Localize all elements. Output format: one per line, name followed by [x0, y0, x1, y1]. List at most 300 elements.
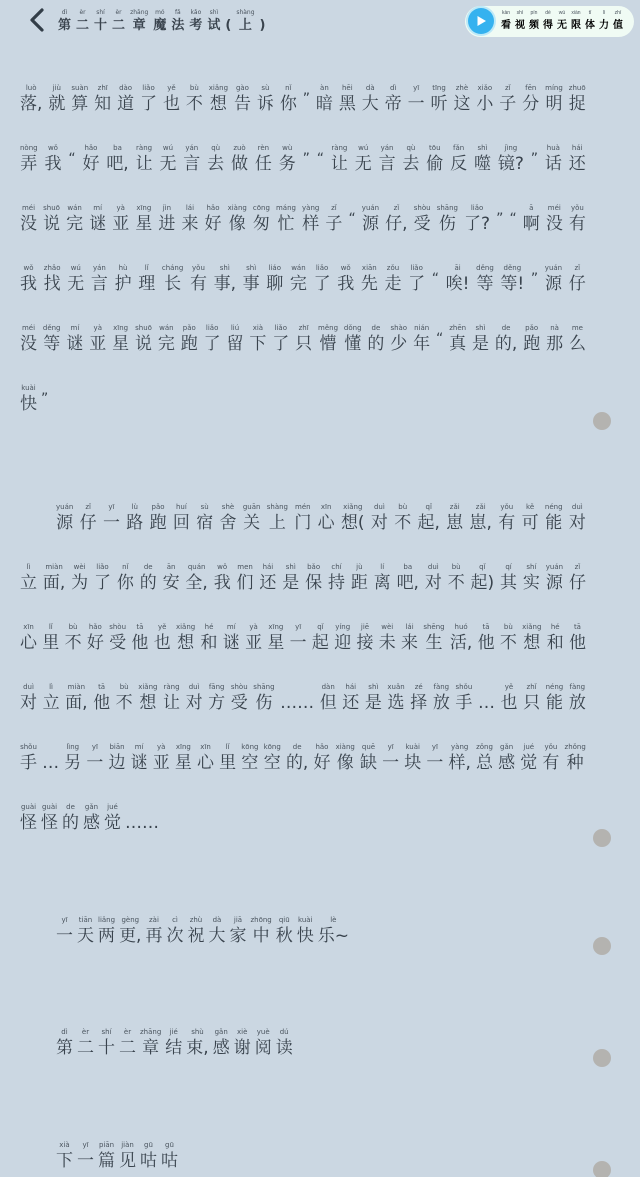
char-cell — [231, 683, 248, 714]
pinyin-annotation: jiā — [233, 916, 243, 924]
pinyin-annotation: qiū — [278, 916, 290, 924]
pinyin-annotation: bǎo — [307, 563, 321, 571]
char-cell — [20, 623, 37, 654]
char-cell — [140, 563, 157, 594]
char-cell — [42, 743, 59, 774]
hanzi-character: 二 — [77, 1038, 94, 1058]
hanzi-character: 秋 — [275, 926, 293, 946]
char-cell — [187, 916, 204, 947]
char-cell — [423, 623, 444, 654]
pinyin-annotation: dé — [545, 10, 551, 16]
char-cell — [77, 1028, 94, 1059]
hanzi-character: 了? — [464, 214, 491, 234]
hanzi-character: 一 — [102, 513, 120, 533]
hanzi-character: 怪 — [20, 813, 37, 833]
hanzi-character: 空 — [241, 753, 259, 773]
char-cell — [569, 683, 586, 714]
char-cell — [371, 503, 388, 534]
char-cell — [65, 623, 82, 654]
pinyin-annotation: kě — [526, 503, 535, 511]
hanzi-character: 谜 — [130, 753, 148, 773]
hanzi-character: 等 — [476, 274, 494, 294]
hanzi-character: 我 — [337, 274, 355, 294]
hanzi-character: 崽 — [446, 513, 464, 533]
pinyin-annotation: shòu — [413, 204, 431, 212]
char-cell — [599, 10, 609, 32]
hanzi-character: 受 — [413, 214, 431, 234]
pinyin-annotation: lì — [49, 683, 53, 691]
pinyin-annotation: bù — [189, 84, 199, 92]
char-cell — [394, 503, 411, 534]
char-cell — [208, 916, 225, 947]
char-cell — [20, 204, 37, 235]
pinyin-annotation: wú — [162, 144, 174, 152]
hanzi-character: 篇 — [98, 1151, 115, 1171]
pinyin-annotation: jué — [107, 803, 118, 811]
hanzi-character: 让 — [163, 693, 181, 713]
pinyin-annotation: tā — [573, 623, 581, 631]
char-cell — [241, 743, 258, 774]
char-cell — [531, 264, 538, 295]
char-cell — [20, 803, 37, 834]
hanzi-character: 源 — [545, 573, 563, 593]
pinyin-annotation: cōng — [252, 204, 270, 212]
char-cell — [546, 324, 563, 355]
char-cell — [585, 10, 595, 32]
hanzi-character: 言 — [378, 154, 396, 174]
hanzi-character: 仔 — [568, 274, 586, 294]
hanzi-character: 不 — [64, 633, 82, 653]
char-cell — [20, 324, 37, 355]
hanzi-character: 分 — [522, 94, 540, 114]
pinyin-annotation: tā — [98, 683, 106, 691]
char-cell — [62, 803, 79, 834]
char-cell — [276, 916, 293, 947]
hanzi-character: 天 — [77, 926, 94, 946]
pinyin-annotation: yě — [157, 623, 167, 631]
char-cell — [243, 503, 261, 534]
hanzi-character: 像 — [228, 214, 246, 234]
pinyin-annotation: de — [371, 324, 381, 332]
char-cell — [360, 743, 377, 774]
hanzi-character: 找 — [43, 274, 61, 294]
char-cell — [313, 743, 330, 774]
hanzi-character: 务 — [278, 154, 296, 174]
char-cell — [547, 623, 564, 654]
char-cell — [501, 683, 518, 714]
pinyin-annotation: xiān — [361, 264, 377, 272]
pinyin-annotation: yī — [82, 1141, 89, 1149]
char-cell — [71, 84, 88, 115]
pinyin-annotation: zhēn — [449, 324, 467, 332]
char-cell — [249, 324, 266, 355]
hanzi-character: 了 — [272, 334, 290, 354]
char-cell — [569, 563, 586, 594]
pinyin-annotation: wán — [291, 264, 306, 272]
pinyin-annotation: yuán — [544, 264, 563, 272]
pinyin-annotation: shì — [209, 8, 219, 16]
pinyin-annotation: zhǒng — [564, 743, 586, 751]
pinyin-annotation: wǒ — [23, 264, 34, 272]
pinyin-annotation: zhù — [189, 916, 203, 924]
char-cell — [183, 144, 200, 175]
char-cell — [290, 623, 307, 654]
hanzi-character: 其 — [500, 573, 518, 593]
pinyin-annotation: bù — [119, 683, 129, 691]
hanzi-character: ) — [259, 17, 266, 33]
pinyin-annotation: xiǎng — [208, 84, 229, 92]
hanzi-character: 对 — [370, 513, 388, 533]
pinyin-annotation: shāng — [253, 683, 275, 691]
pinyin-annotation: xiǎng — [343, 503, 363, 511]
hanzi-character: 受 — [109, 633, 127, 653]
hanzi-character: 起 — [311, 633, 329, 653]
pinyin-annotation: bù — [398, 503, 408, 511]
pinyin-annotation: zhī — [298, 324, 309, 332]
hanzi-character: 了 — [408, 274, 426, 294]
back-button[interactable] — [24, 7, 50, 35]
char-cell — [318, 503, 335, 534]
hanzi-character: 感 — [498, 753, 516, 773]
pinyin-annotation: dà — [365, 84, 375, 92]
hanzi-character: 了 — [93, 573, 111, 593]
hanzi-character: 阅 — [254, 1038, 272, 1058]
hanzi-character: 也 — [153, 633, 171, 653]
hanzi-character: 择 — [410, 693, 428, 713]
pinyin-annotation: lǐ — [144, 264, 149, 272]
char-cell — [426, 743, 443, 774]
char-cell — [344, 324, 362, 355]
pinyin-annotation: shì — [477, 144, 488, 152]
hanzi-character: 无 — [557, 20, 567, 31]
pinyin-annotation: shēng — [423, 623, 445, 631]
char-cell — [140, 1141, 157, 1172]
char-cell — [546, 563, 563, 594]
hanzi-character: “ — [436, 331, 444, 347]
pinyin-annotation: zhí — [614, 10, 622, 16]
pinyin-annotation: máng — [275, 204, 296, 212]
pinyin-annotation: shì — [285, 563, 296, 571]
hanzi-character: 是 — [364, 693, 382, 713]
paragraph — [20, 916, 586, 976]
char-cell — [205, 204, 222, 235]
pinyin-annotation: shì — [475, 324, 486, 332]
char-cell — [94, 84, 111, 115]
pinyin-annotation: shāng — [436, 204, 458, 212]
char-cell — [546, 683, 564, 714]
hanzi-character: …… — [280, 693, 315, 713]
hanzi-character: 弄 — [20, 154, 38, 174]
char-cell — [318, 916, 349, 947]
pinyin-annotation: wú — [358, 144, 369, 152]
char-cell — [318, 324, 338, 355]
hanzi-character: 和 — [200, 633, 218, 653]
pinyin-annotation: yàng — [302, 204, 320, 212]
hanzi-character: … — [477, 693, 495, 713]
pinyin-annotation: tōu — [429, 144, 441, 152]
char-cell — [131, 623, 148, 654]
pinyin-annotation: nà — [550, 324, 559, 332]
paragraph — [20, 1141, 586, 1177]
pinyin-annotation: pín — [530, 10, 538, 16]
char-cell — [613, 10, 623, 32]
hanzi-character: 不 — [115, 693, 133, 713]
pinyin-annotation: fāng — [208, 683, 225, 691]
char-cell — [337, 264, 354, 295]
pinyin-annotation: yán — [92, 264, 106, 272]
hanzi-character: 星 — [112, 334, 130, 354]
char-cell — [20, 264, 37, 295]
pinyin-annotation: zǐ — [393, 204, 400, 212]
char-cell — [234, 84, 251, 115]
pinyin-annotation: mén — [295, 503, 311, 511]
pinyin-annotation: xiàng — [227, 204, 247, 212]
pinyin-annotation: hǎo — [84, 144, 98, 152]
hanzi-character: 完 — [289, 274, 307, 294]
pinyin-annotation: dàn — [321, 683, 335, 691]
char-cell — [166, 916, 183, 947]
hanzi-character: 两 — [98, 926, 116, 946]
char-cell — [214, 264, 236, 295]
watch-video-reward-button[interactable] — [465, 6, 634, 37]
hanzi-character: 他 — [93, 693, 111, 713]
char-cell — [365, 683, 382, 714]
char-cell — [163, 563, 180, 594]
char-cell — [410, 683, 427, 714]
char-cell — [130, 9, 148, 34]
char-cell — [116, 683, 133, 714]
char-cell — [276, 1028, 293, 1059]
char-cell — [104, 803, 121, 834]
pinyin-annotation: dì — [389, 84, 397, 92]
hanzi-character: 没 — [545, 214, 563, 234]
pinyin-annotation: yī — [108, 503, 115, 511]
hanzi-character: 有 — [189, 274, 207, 294]
char-cell — [569, 84, 586, 115]
char-cell — [362, 84, 379, 115]
hanzi-character: 放 — [568, 693, 586, 713]
hanzi-character: 没 — [20, 214, 37, 234]
char-cell — [449, 324, 466, 355]
hanzi-character: 魔 — [153, 17, 167, 33]
hanzi-character: 小 — [476, 94, 494, 114]
char-cell — [387, 683, 404, 714]
hanzi-character: 伤 — [255, 693, 273, 713]
hanzi-character: 样 — [302, 214, 320, 234]
hanzi-character: 方 — [208, 693, 226, 713]
pinyin-annotation: miàn — [67, 683, 86, 691]
hanzi-character: 更, — [119, 926, 142, 946]
char-cell — [153, 9, 166, 34]
char-cell — [397, 563, 419, 594]
hanzi-character: 亚 — [89, 334, 107, 354]
hanzi-character: 黑 — [338, 94, 356, 114]
pinyin-annotation: fǎn — [453, 144, 465, 152]
hanzi-character: 子 — [499, 94, 517, 114]
pinyin-annotation: qí — [505, 563, 512, 571]
char-cell — [119, 1028, 136, 1059]
hanzi-character: 祝 — [187, 926, 205, 946]
char-cell — [455, 683, 472, 714]
hanzi-character: 一 — [407, 94, 425, 114]
hanzi-character: 懵 — [319, 334, 337, 354]
hanzi-character: 觉 — [520, 753, 538, 773]
hanzi-character: 安 — [162, 573, 180, 593]
char-cell — [342, 683, 359, 714]
hanzi-character: 距 — [350, 573, 368, 593]
hanzi-character: 活, — [449, 633, 473, 653]
pinyin-annotation: kuài — [405, 743, 420, 751]
char-cell — [131, 743, 148, 774]
char-cell — [569, 204, 586, 235]
char-cell — [44, 264, 61, 295]
hanzi-character: 章 — [142, 1038, 160, 1058]
pinyin-annotation: měng — [318, 324, 339, 332]
hanzi-character: 十 — [94, 17, 108, 33]
hanzi-character: ” — [530, 151, 539, 167]
hanzi-character: 得 — [543, 20, 553, 31]
char-cell — [351, 563, 368, 594]
char-cell — [150, 503, 167, 534]
pinyin-annotation: xīn — [200, 743, 211, 751]
reading-area[interactable] — [20, 84, 586, 1177]
hanzi-character: 见 — [119, 1151, 136, 1171]
char-cell — [500, 563, 517, 594]
pinyin-annotation: yī — [387, 743, 394, 751]
pinyin-annotation: mí — [134, 743, 144, 751]
hanzi-character: 持 — [327, 573, 345, 593]
hanzi-character: 还 — [342, 693, 360, 713]
hanzi-character: 心 — [20, 633, 37, 653]
hanzi-character: 空 — [263, 753, 281, 773]
hanzi-character: 立 — [20, 573, 37, 593]
hanzi-character: 读 — [275, 1038, 293, 1058]
char-cell — [522, 503, 539, 534]
char-cell — [190, 264, 207, 295]
hanzi-character: 视 — [515, 20, 525, 31]
char-cell — [231, 144, 248, 175]
char-cell — [523, 683, 540, 714]
hanzi-character: 结 — [165, 1038, 183, 1058]
pinyin-annotation: xīn — [23, 623, 34, 631]
char-cell — [158, 324, 175, 355]
pinyin-annotation: zài — [149, 916, 159, 924]
char-cell — [201, 623, 218, 654]
char-cell — [331, 144, 348, 175]
pinyin-annotation: àn — [320, 84, 329, 92]
hanzi-character: 咕 — [140, 1151, 157, 1171]
char-cell — [83, 803, 100, 834]
char-cell — [320, 683, 337, 714]
char-cell — [515, 10, 525, 32]
hanzi-character: 们 — [236, 573, 254, 593]
margin-dot — [593, 1049, 611, 1067]
hanzi-character: 块 — [404, 753, 422, 773]
pinyin-annotation: duì — [23, 683, 34, 691]
pinyin-annotation: xiǎng — [175, 623, 196, 631]
pinyin-annotation: xuǎn — [387, 683, 405, 691]
char-cell — [453, 84, 470, 115]
hanzi-character: 他 — [568, 633, 586, 653]
hanzi-character: 走 — [384, 274, 402, 294]
hanzi-character: 任 — [254, 154, 272, 174]
pinyin-annotation: néng — [545, 683, 564, 691]
char-cell — [219, 743, 236, 774]
char-cell — [545, 144, 562, 175]
hanzi-character: 忙 — [277, 214, 295, 234]
char-cell — [523, 563, 540, 594]
char-cell — [112, 9, 125, 34]
pinyin-annotation: wú — [70, 264, 81, 272]
pinyin-annotation: liǎo — [96, 563, 109, 571]
char-cell — [557, 10, 567, 32]
hanzi-character: 年 — [413, 334, 431, 354]
hanzi-character: 来 — [181, 214, 199, 234]
char-cell — [135, 324, 152, 355]
pinyin-annotation: jiē — [360, 623, 370, 631]
pinyin-annotation: wán — [67, 204, 82, 212]
pinyin-annotation: huó — [454, 623, 468, 631]
char-cell — [213, 1028, 230, 1059]
hanzi-character: 的 — [62, 813, 79, 833]
pinyin-annotation: guài — [20, 803, 37, 811]
hanzi-character: 长 — [164, 274, 182, 294]
pinyin-annotation: jiù — [52, 84, 61, 92]
hanzi-character: 一 — [426, 753, 444, 773]
pinyin-annotation: guān — [242, 503, 261, 511]
hanzi-character: 理 — [138, 274, 156, 294]
char-cell — [119, 1141, 136, 1172]
hanzi-character: 一 — [56, 926, 73, 946]
char-cell — [20, 563, 37, 594]
pinyin-annotation: yuán — [545, 563, 564, 571]
pinyin-annotation: shí — [101, 1028, 112, 1036]
hanzi-character: 未 — [378, 633, 396, 653]
pinyin-annotation: nián — [414, 324, 430, 332]
pinyin-annotation: cì — [172, 916, 178, 924]
pinyin-annotation: nǐ — [122, 563, 129, 571]
char-cell — [379, 623, 396, 654]
char-cell — [569, 144, 586, 175]
pinyin-annotation: liǎo — [410, 264, 423, 272]
pinyin-annotation: duì — [188, 683, 200, 691]
hanzi-character: … — [42, 753, 60, 773]
hanzi-character: 有 — [542, 753, 560, 773]
char-cell — [117, 563, 134, 594]
char-cell — [176, 623, 195, 654]
hanzi-character: 中 — [252, 926, 270, 946]
char-cell — [336, 743, 355, 774]
hanzi-character: 懂 — [344, 334, 362, 354]
char-cell — [522, 84, 539, 115]
char-cell — [450, 144, 467, 175]
hanzi-character: 试 — [207, 17, 221, 33]
hanzi-character: 手 — [455, 693, 473, 713]
hanzi-character: 星 — [174, 753, 192, 773]
hanzi-character: 落, — [20, 94, 43, 114]
char-cell — [448, 743, 470, 774]
pinyin-annotation: lì — [602, 10, 606, 16]
pinyin-annotation: piān — [98, 1141, 115, 1149]
hanzi-character: 不 — [394, 513, 412, 533]
char-cell — [414, 204, 431, 235]
pinyin-annotation: shè — [221, 503, 235, 511]
char-cell — [356, 623, 373, 654]
char-cell — [498, 743, 515, 774]
char-cell — [470, 503, 492, 534]
pinyin-annotation: dà — [212, 916, 222, 924]
char-cell — [20, 743, 37, 774]
